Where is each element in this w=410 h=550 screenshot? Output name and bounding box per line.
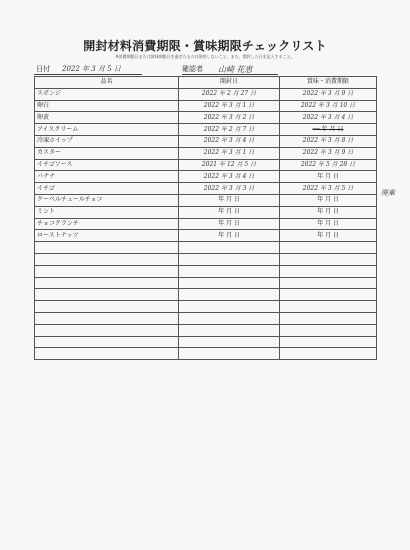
opened-date-cell: 年 月 日 (179, 218, 280, 230)
expiry-date-cell: 2022 年 3 月 10 日 (280, 100, 377, 112)
opened-date-cell: 2021 年 12 月 5 日 (179, 159, 280, 171)
discard-note: 廃棄 (381, 189, 395, 197)
item-name-cell (35, 242, 179, 254)
expiry-date-cell: ── 年 月 日 (280, 124, 377, 136)
opened-date-cell (179, 253, 280, 265)
expiry-date-cell (280, 348, 377, 360)
col-header-name: 品名 (35, 77, 179, 89)
expiry-date-cell (280, 289, 377, 301)
checklist-table (34, 76, 377, 360)
expiry-date-cell (280, 301, 377, 313)
opened-date-cell: 2022 年 2 月 7 日 (179, 124, 280, 136)
expiry-date-cell: 2022 年 3 月 9 日 (280, 147, 377, 159)
table-header-row (35, 77, 377, 89)
item-name-cell: 冷凍ホイップ (35, 135, 179, 147)
item-name-cell: ミント (35, 206, 179, 218)
table-row (35, 218, 377, 230)
expiry-date-cell: 年 月 日 (280, 206, 377, 218)
table-row (35, 159, 377, 171)
item-name-cell (35, 289, 179, 301)
table-row (35, 135, 377, 147)
opened-date-cell: 年 月 日 (179, 194, 280, 206)
table-row (35, 206, 377, 218)
page-title: 開封材料消費期限・賞味期限チェックリスト (83, 39, 327, 53)
table-row (35, 88, 377, 100)
opened-date-cell: 2022 年 3 月 1 日 (179, 100, 280, 112)
expiry-date-cell (280, 253, 377, 265)
expiry-date-cell (280, 324, 377, 336)
item-name-cell (35, 301, 179, 313)
expiry-date-cell: 年 月 日 (280, 171, 377, 183)
table-row (35, 265, 377, 277)
item-name-cell: 卵白 (35, 100, 179, 112)
opened-date-cell: 年 月 日 (179, 230, 280, 242)
table-row (35, 312, 377, 324)
date-value: 2022 年 3 月 5 日 (62, 65, 121, 73)
checker-value: 山崎 花恵 (218, 65, 253, 74)
table-row (35, 230, 377, 242)
item-name-cell: クーベルチュールチョコ (35, 194, 179, 206)
item-name-cell: イチゴソース (35, 159, 179, 171)
table-row (35, 324, 377, 336)
opened-date-cell (179, 277, 280, 289)
opened-date-cell (179, 336, 280, 348)
page-subtitle: ※消費期限日または賞味期限日を過ぎたものは使用しないこと。また、開封した日を記入すること。 (115, 54, 295, 59)
opened-date-cell: 2022 年 3 月 4 日 (179, 135, 280, 147)
item-name-cell: スポンジ (35, 88, 179, 100)
expiry-date-cell (280, 265, 377, 277)
item-name-cell (35, 324, 179, 336)
item-name-cell (35, 277, 179, 289)
opened-date-cell (179, 242, 280, 254)
item-name-cell: アイスクリーム (35, 124, 179, 136)
table-row (35, 242, 377, 254)
opened-date-cell: 年 月 日 (179, 206, 280, 218)
item-name-cell (35, 253, 179, 265)
opened-date-cell (179, 348, 280, 360)
opened-date-cell: 2022 年 3 月 1 日 (179, 147, 280, 159)
expiry-date-cell: 2022 年 5 月 28 日 (280, 159, 377, 171)
opened-date-cell: 2022 年 3 月 2 日 (179, 112, 280, 124)
opened-date-cell (179, 301, 280, 313)
table-row (35, 277, 377, 289)
item-name-cell: ローストナッツ (35, 230, 179, 242)
table-row (35, 124, 377, 136)
item-name-cell: イチゴ (35, 183, 179, 195)
item-name-cell: バナナ (35, 171, 179, 183)
item-name-cell: チョコクランチ (35, 218, 179, 230)
opened-date-cell: 2022 年 3 月 3 日 (179, 183, 280, 195)
expiry-date-cell: 年 月 日 (280, 230, 377, 242)
expiry-date-cell: 年 月 日 (280, 194, 377, 206)
expiry-date-cell: 2022 年 3 月 4 日 (280, 112, 377, 124)
table-row (35, 348, 377, 360)
checker-label: 確認者 (182, 65, 203, 73)
table-row (35, 289, 377, 301)
col-header-expiry: 賞味・消費期限 (280, 77, 377, 89)
expiry-date-cell: 年 月 日 (280, 218, 377, 230)
table-row (35, 253, 377, 265)
item-name-cell (35, 348, 179, 360)
col-header-opened: 開封日 (179, 77, 280, 89)
checker-underline (182, 74, 278, 75)
table-row (35, 112, 377, 124)
table-row (35, 100, 377, 112)
table-row (35, 336, 377, 348)
opened-date-cell (179, 289, 280, 301)
opened-date-cell (179, 324, 280, 336)
table-row (35, 301, 377, 313)
item-name-cell: 卵黄 (35, 112, 179, 124)
expiry-date-cell (280, 277, 377, 289)
item-name-cell (35, 312, 179, 324)
expiry-date-cell (280, 242, 377, 254)
date-underline (34, 74, 142, 75)
opened-date-cell: 2022 年 2 月 27 日 (179, 88, 280, 100)
expiry-date-cell: 2022 年 3 月 8 日 (280, 135, 377, 147)
table-row (35, 183, 377, 195)
date-label: 日付 (36, 65, 50, 73)
opened-date-cell (179, 312, 280, 324)
item-name-cell: カスター (35, 147, 179, 159)
expiry-date-cell (280, 312, 377, 324)
table-row (35, 171, 377, 183)
item-name-cell (35, 265, 179, 277)
expiry-date-cell: 2022 年 3 月 9 日 (280, 88, 377, 100)
expiry-date-cell (280, 336, 377, 348)
table-row (35, 194, 377, 206)
expiry-date-cell: 2022 年 3 月 5 日 (280, 183, 377, 195)
item-name-cell (35, 336, 179, 348)
opened-date-cell (179, 265, 280, 277)
table-row (35, 147, 377, 159)
opened-date-cell: 2022 年 3 月 4 日 (179, 171, 280, 183)
